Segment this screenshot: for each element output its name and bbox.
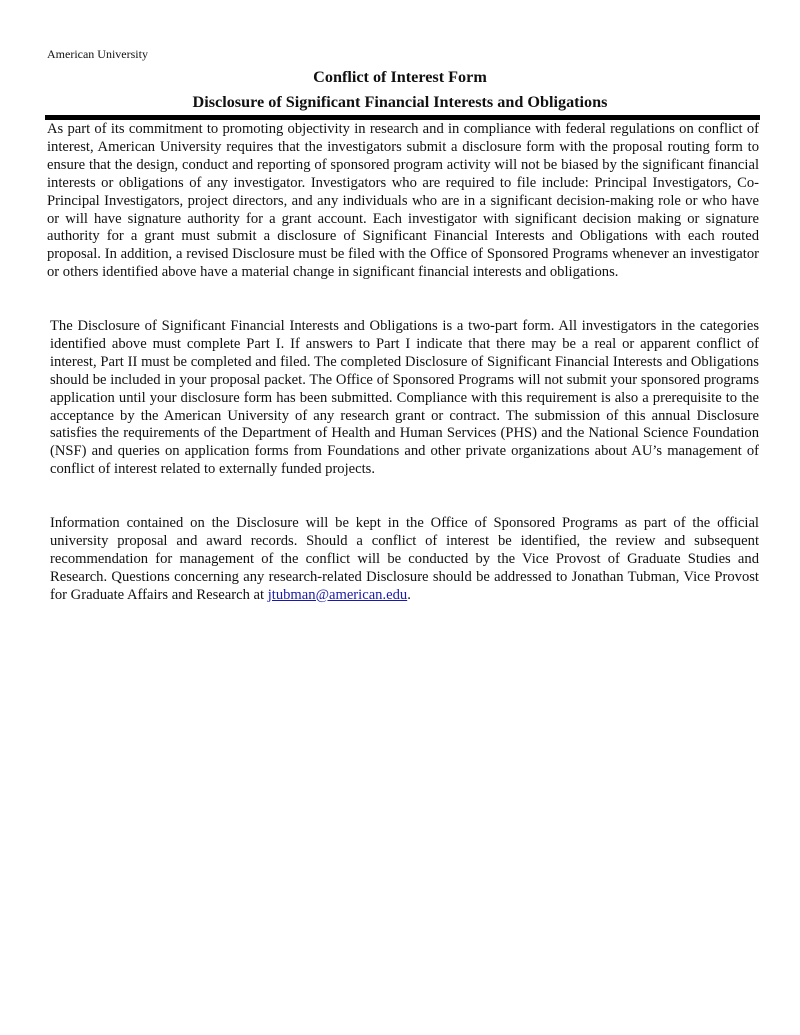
form-title: Conflict of Interest Form: [313, 68, 487, 86]
contact-email-link[interactable]: jtubman@american.edu: [267, 586, 408, 603]
organization-name: American University: [47, 47, 148, 61]
form-subtitle: Disclosure of Significant Financial Interests and Obligations: [192, 93, 608, 111]
information-paragraph: [50, 515, 759, 605]
information-paragraph-text: Information contained on the Disclosure will be kept in the Office of Sponsored Programs as part of the official university proposal and award records. Should a conflict of interest be identified, the review and subsequent recommendation for management of the conflict will be conducted by the Vice Provost of Graduate Studies and Research. Questions concerning any research-related Disclosure should be addressed to Jonathan Tubman, Vice Provost for Graduate Affairs and Research at: [50, 515, 759, 603]
intro-paragraph: As part of its commitment to promoting objectivity in research and in compliance with federal regulations on conflict of interest, American University requires that the investigators submit a disclosure form with the proposal routing form to ensure that the design, conduct and reporting of sponsored program activity will not be biased by the significant financial interests or obligations of any investigator. Investigators who are required to file include: Principal Investigators, Co-Principal Investigators, project directors, and any individuals who are in a significant decision-making role or who have or will have signature authority for a grant account. Each investigator with significant decision making or signature authority for a grant must submit a disclosure of Significant Financial Interests and Obligations with each routed proposal. In addition, a revised Disclosure must be filed with the Office of Sponsored Programs whenever an investigator or others identified above have a material change in significant financial interests and obligations.: [47, 121, 759, 281]
two-part-form-paragraph: The Disclosure of Significant Financial Interests and Obligations is a two-part form. All investigators in the categories identified above must complete Part I. If answers to Part I indicate that there may be a real or apparent conflict of interest, Part II must be completed and filed. The completed Disclosure of Significant Financial Interests and Obligations should be included in your proposal packet. The Office of Sponsored Programs will not submit your sponsored programs application until your disclosure form has been submitted. Compliance with this requirement is also a prerequisite to the acceptance by the American University of any research grant or contract. The submission of this annual Disclosure satisfies the requirements of the Department of Health and Human Services (PHS) and the National Science Foundation (NSF) and queries on application forms from Foundations and other private organizations about AU’s management of conflict of interest related to externally funded projects.: [50, 318, 759, 478]
title-divider-rule: [45, 115, 760, 120]
information-paragraph-end: .: [407, 586, 411, 603]
